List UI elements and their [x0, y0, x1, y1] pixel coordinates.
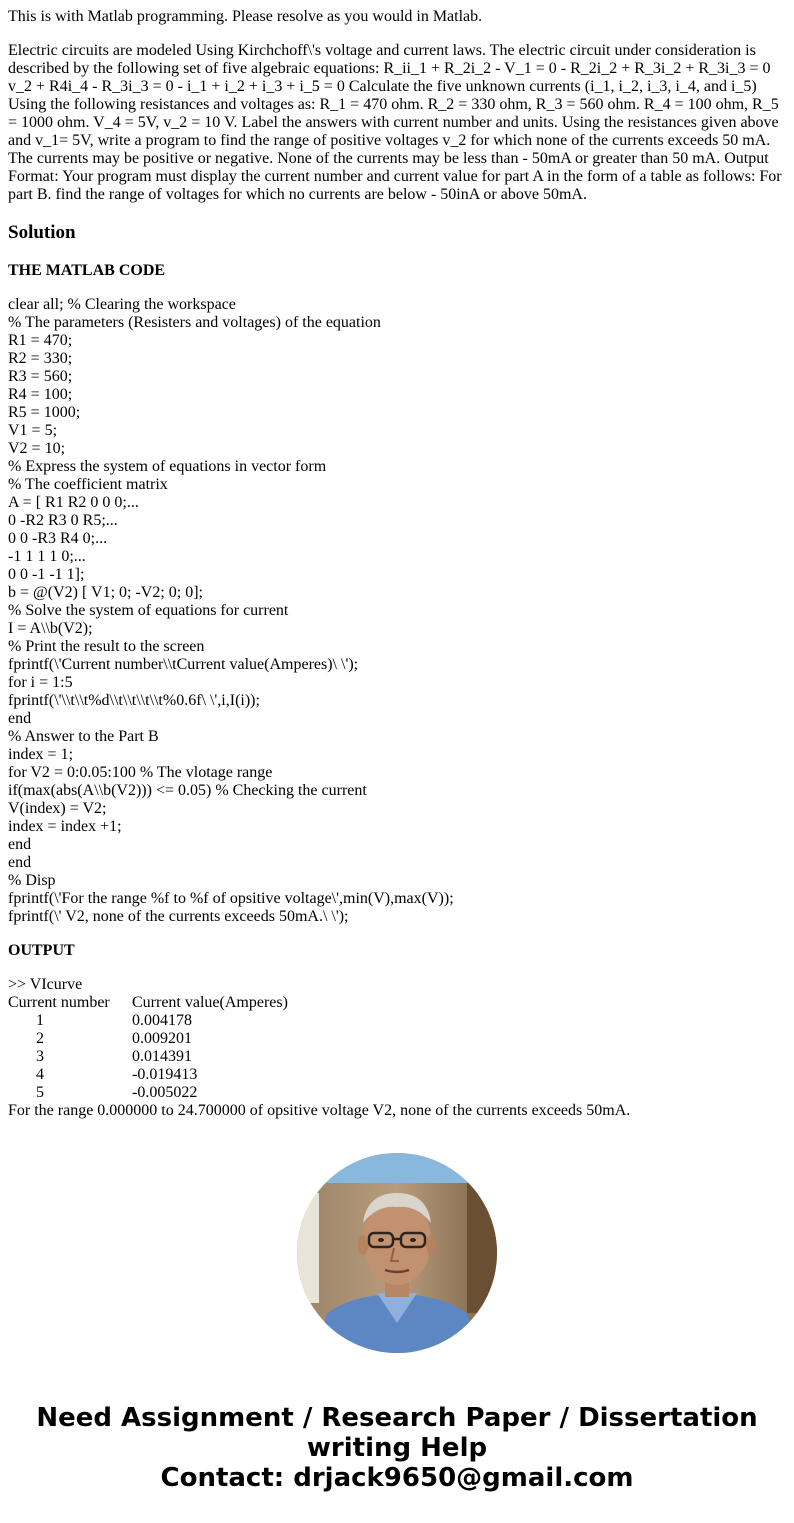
author-avatar [297, 1153, 497, 1353]
document-body [8, 8, 786, 1120]
current-value-cell: -0.005022 [132, 1084, 198, 1101]
code-line: 0 0 -R3 R4 0;... [8, 530, 108, 547]
code-line: % Print the result to the screen [8, 638, 205, 655]
code-line: V(index) = V2; [8, 800, 107, 817]
header-current-value: Current value(Amperes) [132, 994, 288, 1011]
solution-heading: Solution [8, 222, 76, 243]
code-line: fprintf(\' V2, none of the currents exceeds 50mA.\ \'); [8, 908, 349, 925]
code-line: I = A\\b(V2); [8, 620, 93, 637]
output-summary: For the range 0.000000 to 24.700000 of opsitive voltage V2, none of the currents exceeds 50mA. [8, 1102, 631, 1119]
table-row [8, 1084, 288, 1102]
promo-banner [0, 1403, 794, 1493]
code-line: fprintf(\'\\t\\t%d\\t\\t\\t\\t%0.6f\ \',i,I(i)); [8, 692, 260, 709]
code-line: V2 = 10; [8, 440, 66, 457]
current-number-cell: 3 [36, 1048, 44, 1065]
code-line: end [8, 710, 32, 727]
table-row [8, 1012, 288, 1030]
table-row [8, 1066, 288, 1084]
intro-text: This is with Matlab programming. Please resolve as you would in Matlab. [8, 8, 483, 25]
code-line: if(max(abs(A\\b(V2))) <= 0.05) % Checking the current [8, 782, 367, 799]
code-line: R1 = 470; [8, 332, 73, 349]
code-line: clear all; % Clearing the workspace [8, 296, 236, 313]
current-number-cell: 4 [36, 1066, 44, 1083]
code-line: index = index +1; [8, 818, 122, 835]
code-line: % Disp [8, 872, 56, 889]
code-line: R4 = 100; [8, 386, 73, 403]
code-line: for V2 = 0:0.05:100 % The vlotage range [8, 764, 273, 781]
table-header-row [8, 994, 288, 1012]
header-current-number: Current number [8, 994, 110, 1011]
current-value-cell: 0.014391 [132, 1048, 192, 1065]
code-line: R2 = 330; [8, 350, 73, 367]
matlab-code-block [8, 296, 786, 926]
code-line: 0 -R2 R3 0 R5;... [8, 512, 118, 529]
current-number-cell: 2 [36, 1030, 44, 1047]
code-line: % The coefficient matrix [8, 476, 168, 493]
question-text: Electric circuits are modeled Using Kirchchoff\'s voltage and current laws. The electric circuit under consideration is described by the following set of five algebraic equations: R_ii_1 + R_2i_2 - V_1 = 0 - R_2i_2 + R_3i_2 + R_3i_3 = 0 v_2 + R4i_4 - R_3i_3 = 0 - i_1 + i_2 + i_3 + i_5 = 0 Calculate the five unknown currents (i_1, i_2, i_3, i_4, and i_5) Using the following resistances and voltages as: R_1 = 470 ohm. R_2 = 330 ohm, R_3 = 560 ohm. R_4 = 100 ohm, R_5 = 1000 ohm. V_4 = 5V, v_2 = 10 V. Label the answers with current number and units. Using the resistances given above and v_1= 5V, write a program to find the range of positive voltages v_2 for which none of the currents exceeds 50 mA. The currents may be positive or negative. None of the currents may be less than - 50mA or greater than 50 mA. Output Format: Your program must display the current number and current value for part A in the form of a table as follows: For part B. find the range of voltages for which no currents are below - 50inA or above 50mA. [8, 42, 782, 203]
output-block [8, 976, 786, 1120]
code-line: % Answer to the Part B [8, 728, 159, 745]
code-line: R5 = 1000; [8, 404, 81, 421]
current-value-cell: 0.009201 [132, 1030, 192, 1047]
code-line: -1 1 1 1 0;... [8, 548, 86, 565]
code-line: % Express the system of equations in vector form [8, 458, 327, 475]
code-line: for i = 1:5 [8, 674, 73, 691]
code-line: 0 0 -1 -1 1]; [8, 566, 85, 583]
output-heading: OUTPUT [8, 942, 75, 959]
author-portrait-image [297, 1153, 497, 1353]
code-line: R3 = 560; [8, 368, 73, 385]
current-number-cell: 1 [36, 1012, 44, 1029]
code-line: index = 1; [8, 746, 74, 763]
table-row [8, 1048, 288, 1066]
current-value-cell: -0.019413 [132, 1066, 198, 1083]
code-line: end [8, 836, 32, 853]
promo-line: writing Help [306, 1433, 488, 1463]
code-line: A = [ R1 R2 0 0 0;... [8, 494, 139, 511]
table-row [8, 1030, 288, 1048]
code-line: b = @(V2) [ V1; 0; -V2; 0; 0]; [8, 584, 203, 601]
code-line: V1 = 5; [8, 422, 58, 439]
code-line: % Solve the system of equations for current [8, 602, 289, 619]
promo-line: Need Assignment / Research Paper / Dissertation [36, 1403, 758, 1433]
output-command: >> VIcurve [8, 976, 83, 993]
code-line: fprintf(\'Current number\\tCurrent value(Amperes)\ \'); [8, 656, 359, 673]
code-line: fprintf(\'For the range %f to %f of opsitive voltage\',min(V),max(V)); [8, 890, 454, 907]
results-table [8, 994, 288, 1102]
current-value-cell: 0.004178 [132, 1012, 192, 1029]
code-line: % The parameters (Resisters and voltages) of the equation [8, 314, 381, 331]
current-number-cell: 5 [36, 1084, 44, 1101]
code-heading: THE MATLAB CODE [8, 262, 166, 279]
code-line: end [8, 854, 32, 871]
promo-contact: Contact: drjack9650@gmail.com [160, 1463, 634, 1493]
